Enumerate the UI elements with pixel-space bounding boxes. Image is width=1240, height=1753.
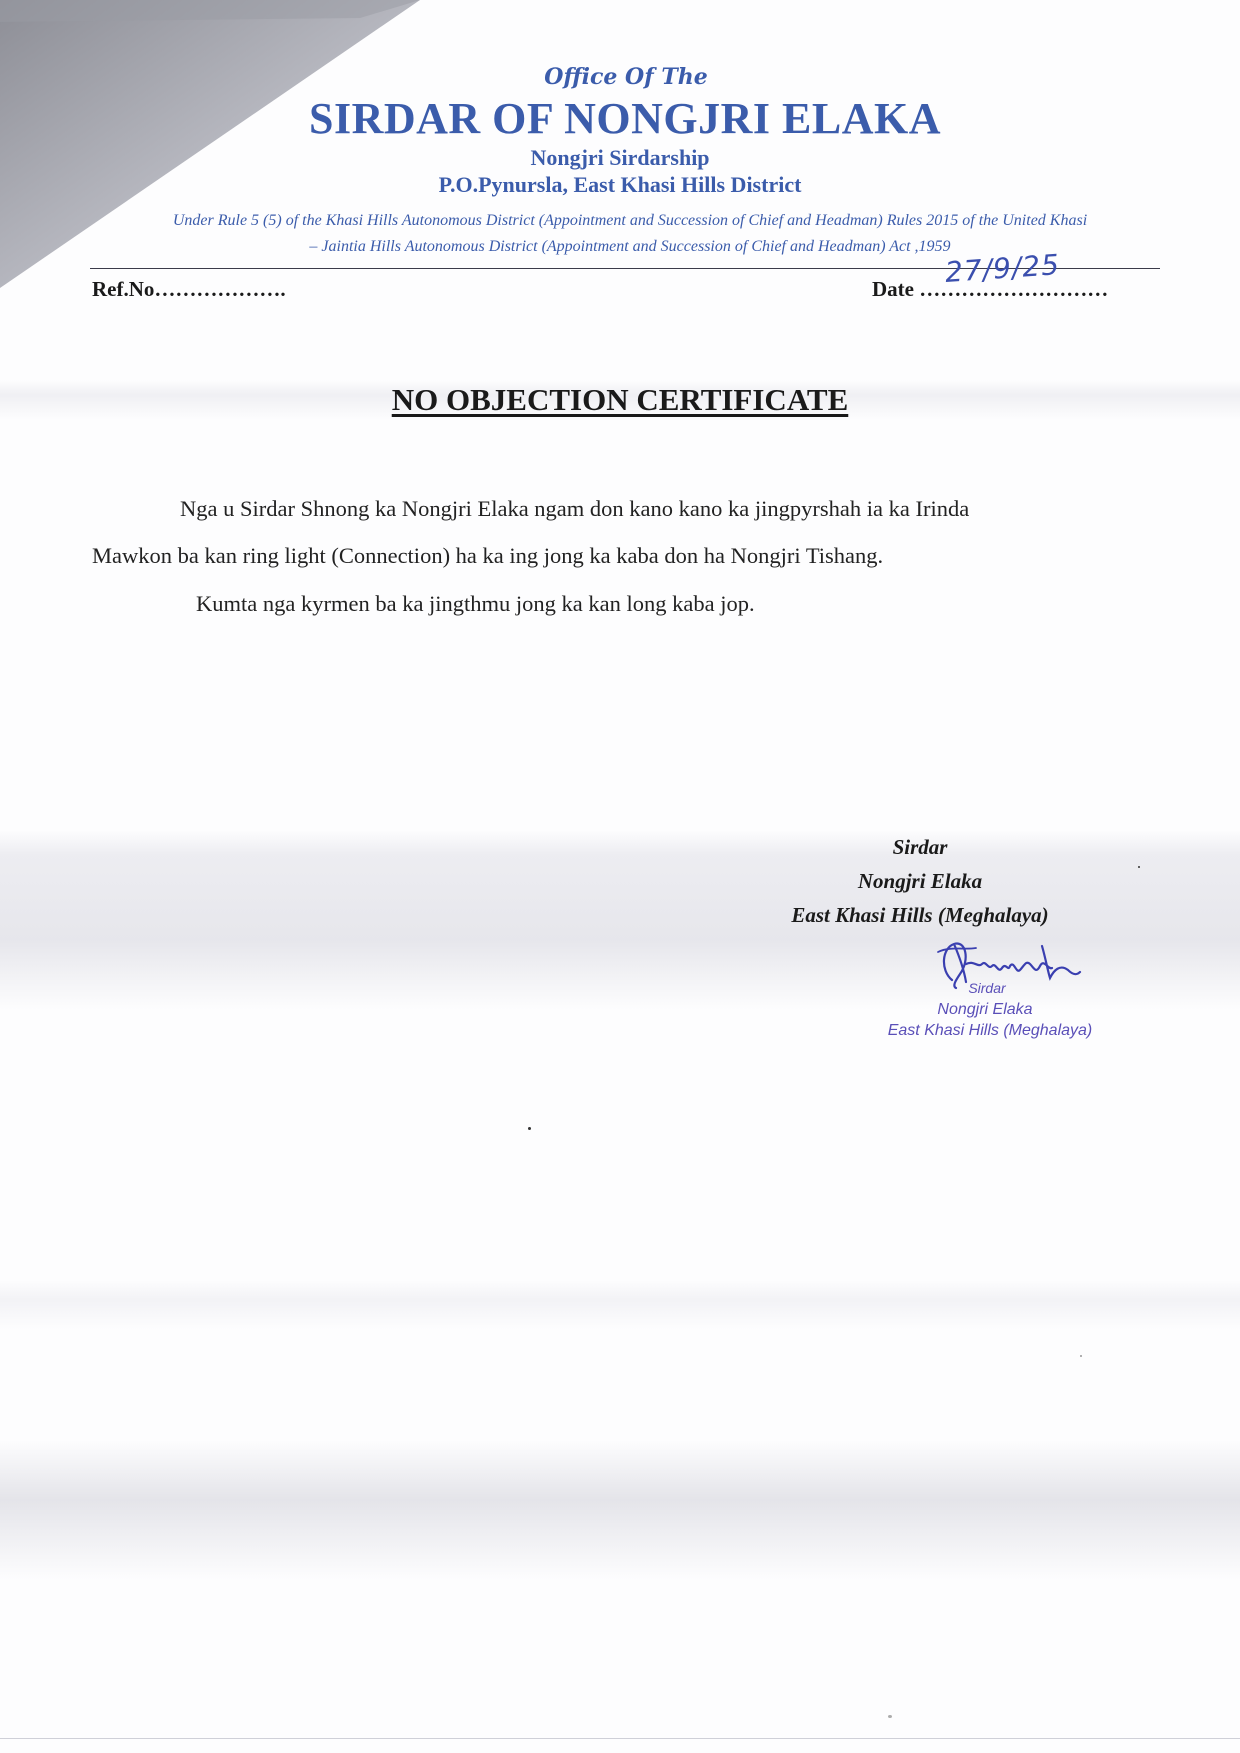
paragraph-1-line-2: Mawkon ba kan ring light (Connection) ha ka ing jong ka kaba don ha Nongjri Tishang. [92, 543, 884, 568]
signatory-location: East Khasi Hills (Meghalaya) [791, 903, 1049, 927]
handwritten-date: 27/9/25 [943, 248, 1061, 289]
stamp-line-3: East Khasi Hills (Meghalaya) [887, 1022, 1093, 1039]
rule-line-1: Under Rule 5 (5) of the Khasi Hills Autonomous District (Appointment and Succession of Chief and Headman) Rules 2015 of the United Khasi [172, 212, 1088, 229]
page-bottom-edge [0, 1738, 1240, 1739]
office-of-heading: Office Of The [544, 64, 708, 90]
stamp-line-2: Nongjri Elaka [937, 1001, 1033, 1018]
sirdarship-name: Nongjri Sirdarship [530, 145, 710, 170]
letterhead [0, 60, 1240, 198]
rule-line-2: – Jaintia Hills Autonomous District (Appointment and Succession of Chief and Headman) Act ,1959 [309, 238, 951, 255]
reference-number: Ref.No………………. [92, 277, 286, 301]
certificate-paragraph-2: Kumta nga kyrmen ba ka jingthmu jong ka kan long kaba jop. [196, 591, 755, 616]
paper-speck [888, 1715, 892, 1718]
paper-speck [1080, 1355, 1082, 1357]
paper-speck [528, 1127, 531, 1130]
signatory-block [700, 830, 1140, 932]
organization-name: SIRDAR OF NONGJRI ELAKA [308, 94, 942, 143]
signatory-title: Sirdar [892, 835, 948, 859]
paper-speck [1138, 866, 1140, 868]
date-field: Date ……………………… [872, 277, 1109, 301]
certificate-title: NO OBJECTION CERTIFICATE [391, 382, 849, 417]
postal-address: P.O.Pynursla, East Khasi Hills District [438, 172, 802, 197]
certificate-paragraph-1 [92, 494, 1172, 571]
stamp-line-1: Sirdar [968, 980, 1006, 996]
paragraph-1-line-1: Nga u Sirdar Shnong ka Nongjri Elaka ngam don kano kano ka jingpyrshah ia ka Irinda [180, 496, 970, 521]
signatory-office: Nongjri Elaka [857, 869, 983, 893]
official-stamp [840, 978, 1140, 1041]
